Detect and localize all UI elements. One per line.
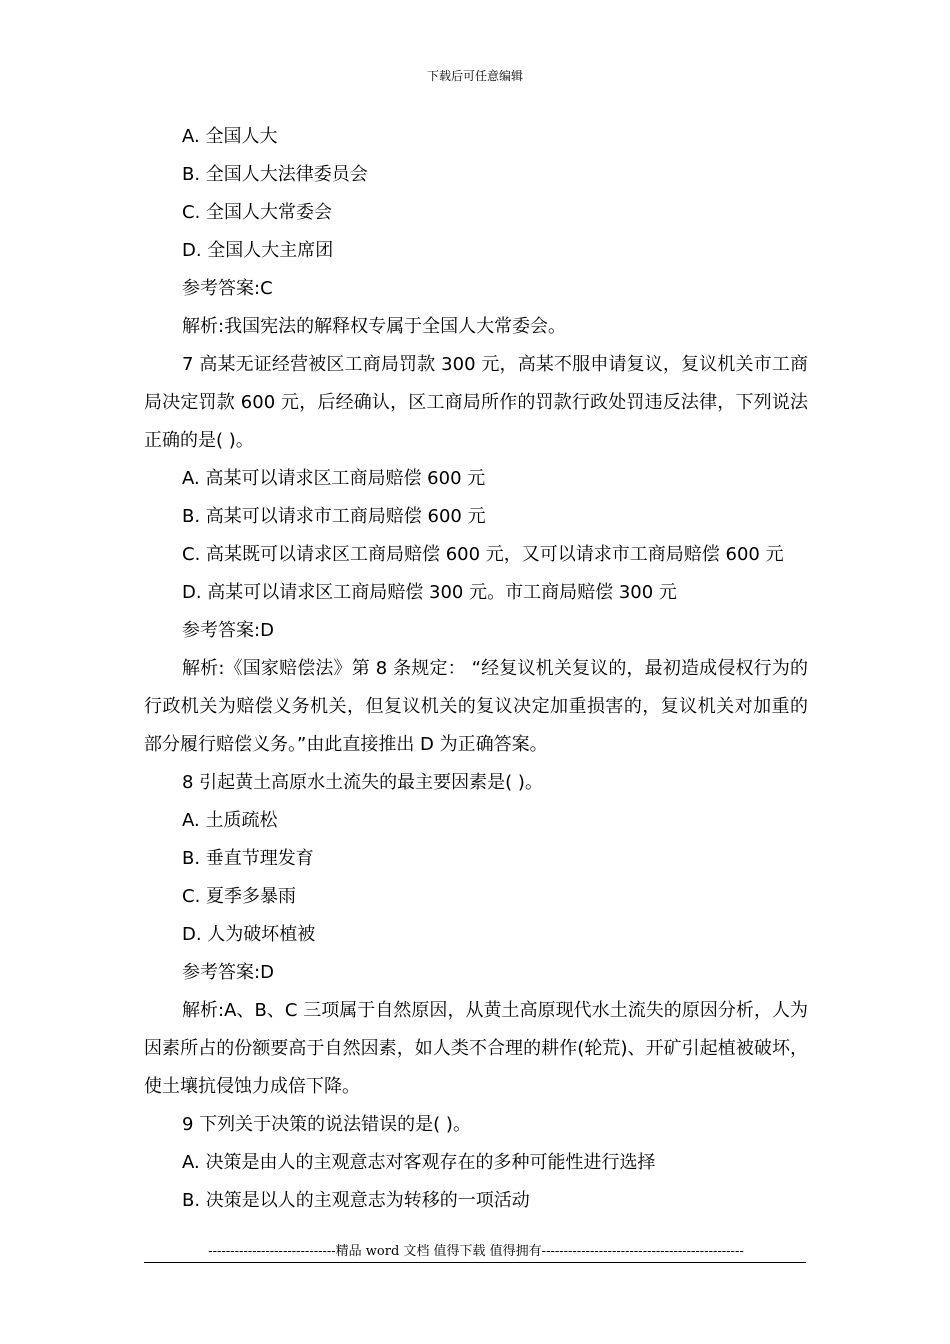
- question-8: 8 引起黄土高原水土流失的最主要因素是( )。: [182, 772, 543, 793]
- option-d: D. 全国人大主席团: [182, 240, 334, 261]
- explanation: 解析:我国宪法的解释权专属于全国人大常委会。: [182, 316, 567, 337]
- option-a: A. 决策是由人的主观意志对客观存在的多种可能性进行选择: [182, 1152, 656, 1173]
- option-a: A. 全国人大: [182, 126, 278, 147]
- answer: 参考答案:C: [182, 278, 273, 299]
- option-a: A. 高某可以请求区工商局赔偿 600 元: [182, 468, 486, 489]
- explanation: 解析:A、B、C 三项属于自然原因，从黄土高原现代水土流失的原因分析，人为因素所占的份额要高于自然因素，如人类不合理的耕作(轮荒)、开矿引起植被破坏，使土壤抗侵蚀力成倍下降。: [144, 1000, 808, 1097]
- footer-divider: [144, 1262, 806, 1263]
- option-b: B. 全国人大法律委员会: [182, 164, 368, 185]
- option-b: B. 决策是以人的主观意志为转移的一项活动: [182, 1190, 530, 1211]
- option-c: C. 夏季多暴雨: [182, 886, 297, 907]
- option-b: B. 垂直节理发育: [182, 848, 314, 869]
- option-c: C. 高某既可以请求区工商局赔偿 600 元，又可以请求市工商局赔偿 600 元: [182, 544, 784, 565]
- explanation: 解析:《国家赔偿法》第 8 条规定： “经复议机关复议的，最初造成侵权行为的行政机关为赔偿义务机关，但复议机关的复议决定加重损害的，复议机关对加重的部分履行赔偿义务。”由此直接推出 D 为正确答案。: [144, 658, 808, 755]
- question-9: 9 下列关于决策的说法错误的是( )。: [182, 1114, 471, 1135]
- option-d: D. 高某可以请求区工商局赔偿 300 元。市工商局赔偿 300 元: [182, 582, 677, 603]
- question-7: 7 高某无证经营被区工商局罚款 300 元，高某不服申请复议，复议机关市工商局决定罚款 600 元，后经确认，区工商局所作的罚款行政处罚违反法律，下列说法正确的是( )。: [144, 354, 808, 451]
- document-body: [144, 118, 808, 1220]
- page-header-note: 下载后可任意编辑: [426, 69, 523, 83]
- option-d: D. 人为破坏植被: [182, 924, 316, 945]
- option-a: A. 土质疏松: [182, 810, 278, 831]
- page-footer-note: -----------------------------精品 word 文档 值得下载 值得拥有----------------------------------------------: [208, 1244, 744, 1259]
- option-b: B. 高某可以请求市工商局赔偿 600 元: [182, 506, 486, 527]
- option-c: C. 全国人大常委会: [182, 202, 333, 223]
- answer: 参考答案:D: [182, 962, 274, 983]
- answer: 参考答案:D: [182, 620, 274, 641]
